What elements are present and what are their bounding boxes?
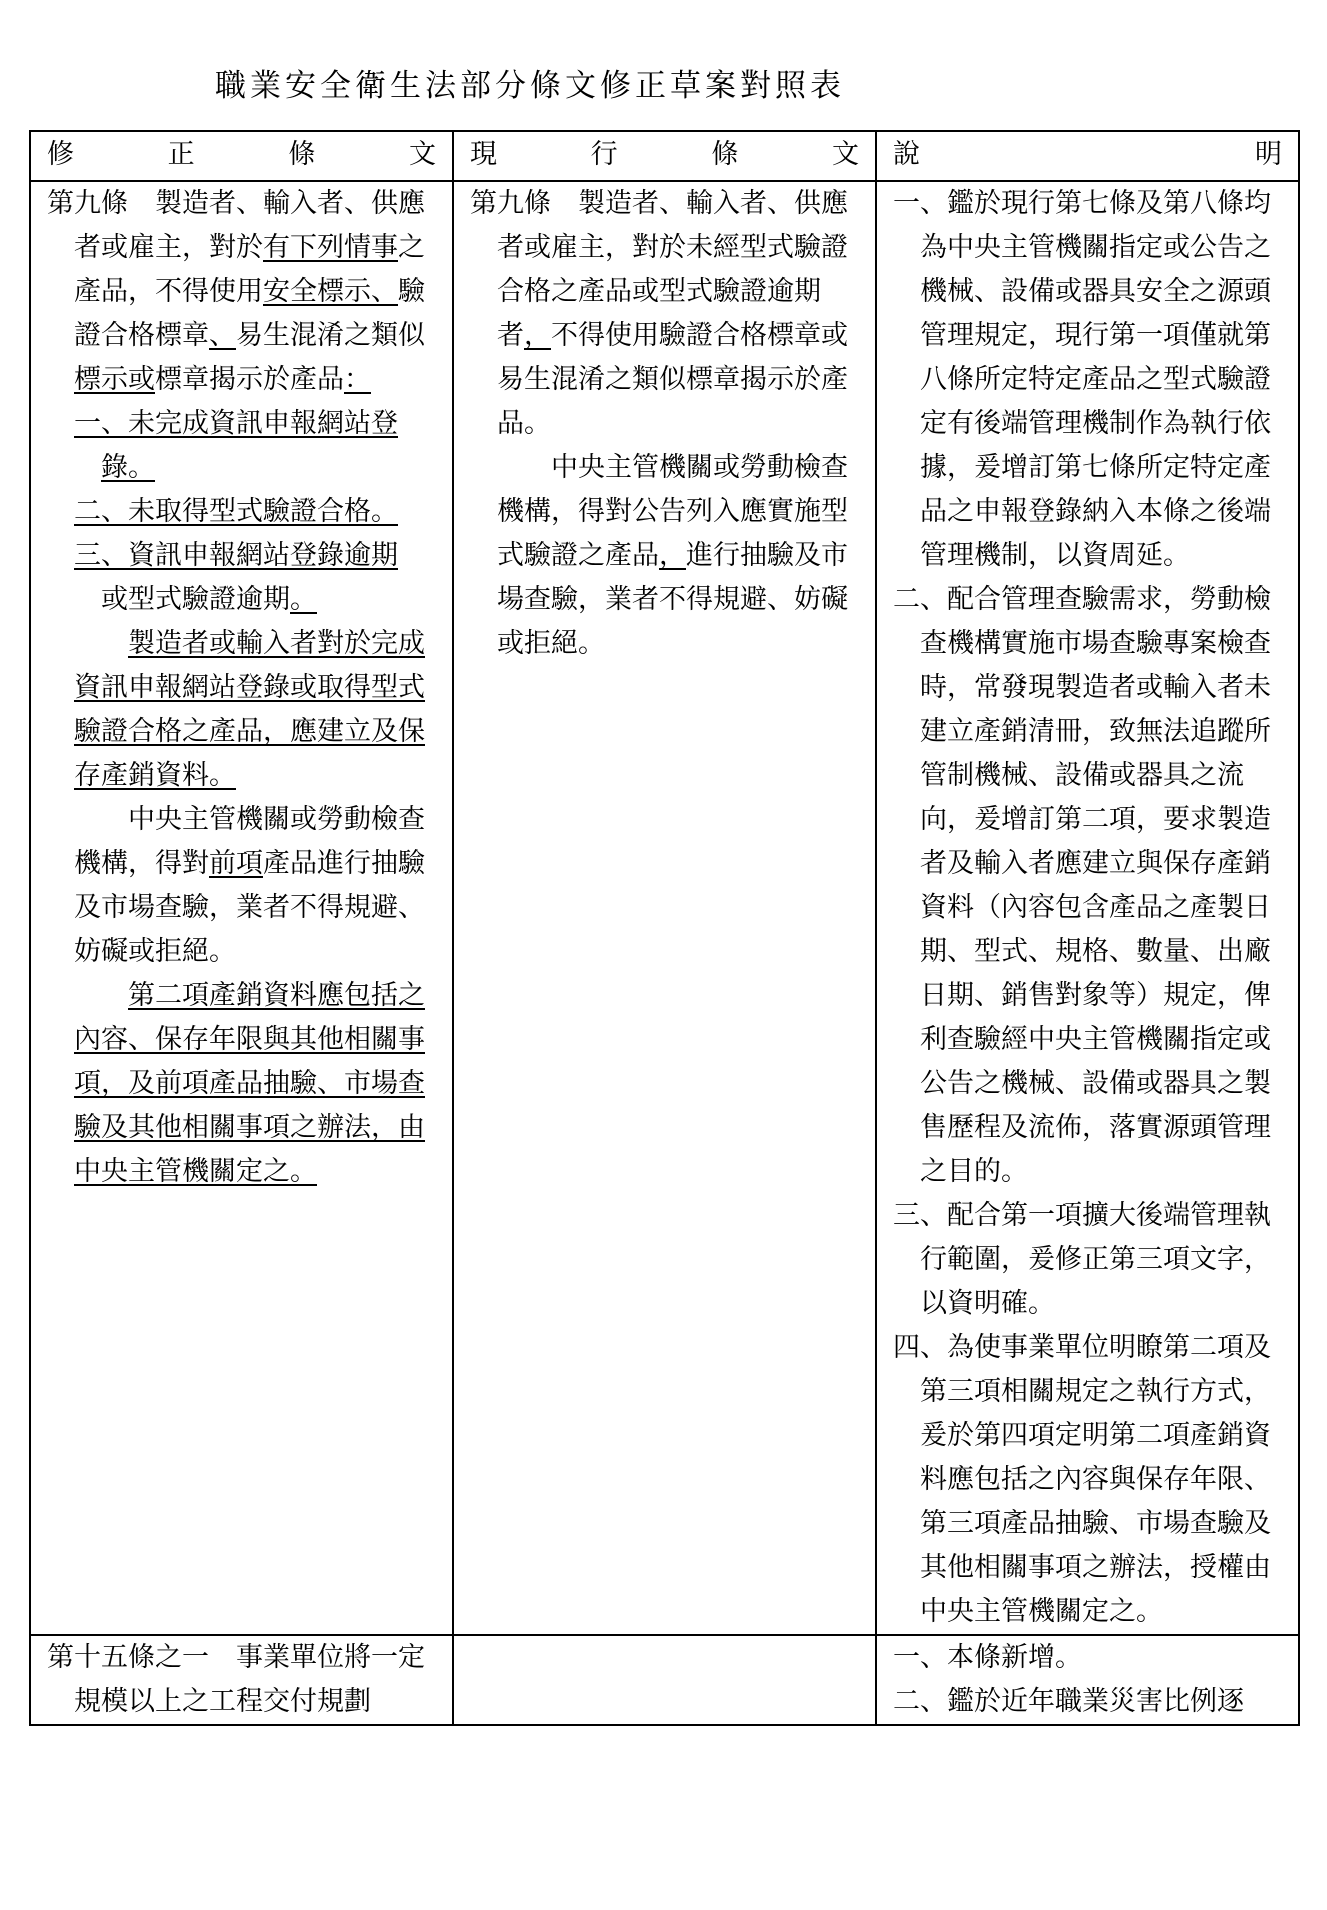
header-amended: 修 正 條 文 [30, 131, 453, 181]
amended-paragraph-4: 第二項產銷資料應包括之內容、保存年限與其他相關事項，及前項產品抽驗、市場查驗及其他相關事項之辦法，由中央主管機關定之。 [74, 980, 425, 1187]
amended-item-3: 三、資訊申報網站登錄逾期 [74, 540, 398, 571]
explanation-cell [876, 1635, 1299, 1725]
current-cell-empty [453, 1635, 876, 1725]
explanation-item-3: 三、配合第一項擴大後端管理執行範圍，爰修正第三項文字，以資明確。 [893, 1200, 1271, 1319]
header-explanation: 說 明 [876, 131, 1299, 181]
amended-paragraph-3: 中央主管機關或勞動檢查機構，得對前項產品進行抽驗及市場查驗，業者不得規避、妨礙或拒絕。 [74, 804, 425, 967]
explanation-item-1: 一、本條新增。 [893, 1642, 1082, 1673]
amended-cell [30, 181, 453, 1635]
amended-item-1: 一、未完成資訊申報網站登錄。 [74, 408, 398, 483]
amended-cell [30, 1635, 453, 1725]
amended-paragraph-1: 第九條 製造者、輸入者、供應者或雇主，對於有下列情事之產品，不得使用安全標示、驗證合格標章、易生混淆之類似標示或標章揭示於產品： [47, 188, 425, 395]
current-cell [453, 181, 876, 1635]
explanation-cell [876, 181, 1299, 1635]
current-paragraph-2: 中央主管機關或勞動檢查機構，得對公告列入應實施型式驗證之產品，進行抽驗及市場查驗，業者不得規避、妨礙或拒絕。 [497, 452, 848, 659]
amended-paragraph-2: 製造者或輸入者對於完成資訊申報網站登錄或取得型式驗證合格之產品，應建立及保存產銷資料。 [74, 628, 425, 791]
table-header-row [30, 131, 1299, 181]
explanation-item-2: 二、配合管理查驗需求，勞動檢查機構實施市場查驗專案檢查時，常發現製造者或輸入者未建立產銷清冊，致無法追蹤所管制機械、設備或器具之流向，爰增訂第二項，要求製造者及輸入者應建立與保存產銷資料（內容包含產品之產製日期、型式、規格、數量、出廠日期、銷售對象等）規定，俾利查驗經中央主管機關指定或公告之機械、設備或器具之製售歷程及流佈，落實源頭管理之目的。 [893, 584, 1271, 1187]
amended-item-2: 二、未取得型式驗證合格。 [74, 496, 398, 527]
explanation-item-1: 一、鑑於現行第七條及第八條均為中央主管機關指定或公告之機械、設備或器具安全之源頭管理規定，現行第一項僅就第八條所定特定產品之型式驗證定有後端管理機制作為執行依據，爰增訂第七條所定特定產品之申報登錄納入本條之後端管理機制，以資周延。 [893, 188, 1271, 571]
table-row-article-9 [30, 181, 1299, 1635]
amended-paragraph-1: 第十五條之一 事業單位將一定規模以上之工程交付規劃 [47, 1642, 425, 1717]
comparison-table [29, 130, 1300, 1726]
explanation-item-4: 四、為使事業單位明瞭第二項及第三項相關規定之執行方式，爰於第四項定明第二項產銷資料應包括之內容與保存年限、第三項產品抽驗、市場查驗及其他相關事項之辦法，授權由中央主管機關定之。 [893, 1332, 1271, 1627]
current-paragraph-1: 第九條 製造者、輸入者、供應者或雇主，對於未經型式驗證合格之產品或型式驗證逾期者，不得使用驗證合格標章或易生混淆之類似標章揭示於產品。 [470, 188, 848, 439]
page-title: 職業安全衛生法部分條文修正草案對照表 [215, 68, 845, 104]
amended-item-3-cont: 或型式驗證逾期。 [101, 584, 317, 615]
explanation-item-2: 二、鑑於近年職業災害比例逐 [893, 1686, 1244, 1717]
header-current: 現 行 條 文 [453, 131, 876, 181]
table-row-article-15-1 [30, 1635, 1299, 1725]
